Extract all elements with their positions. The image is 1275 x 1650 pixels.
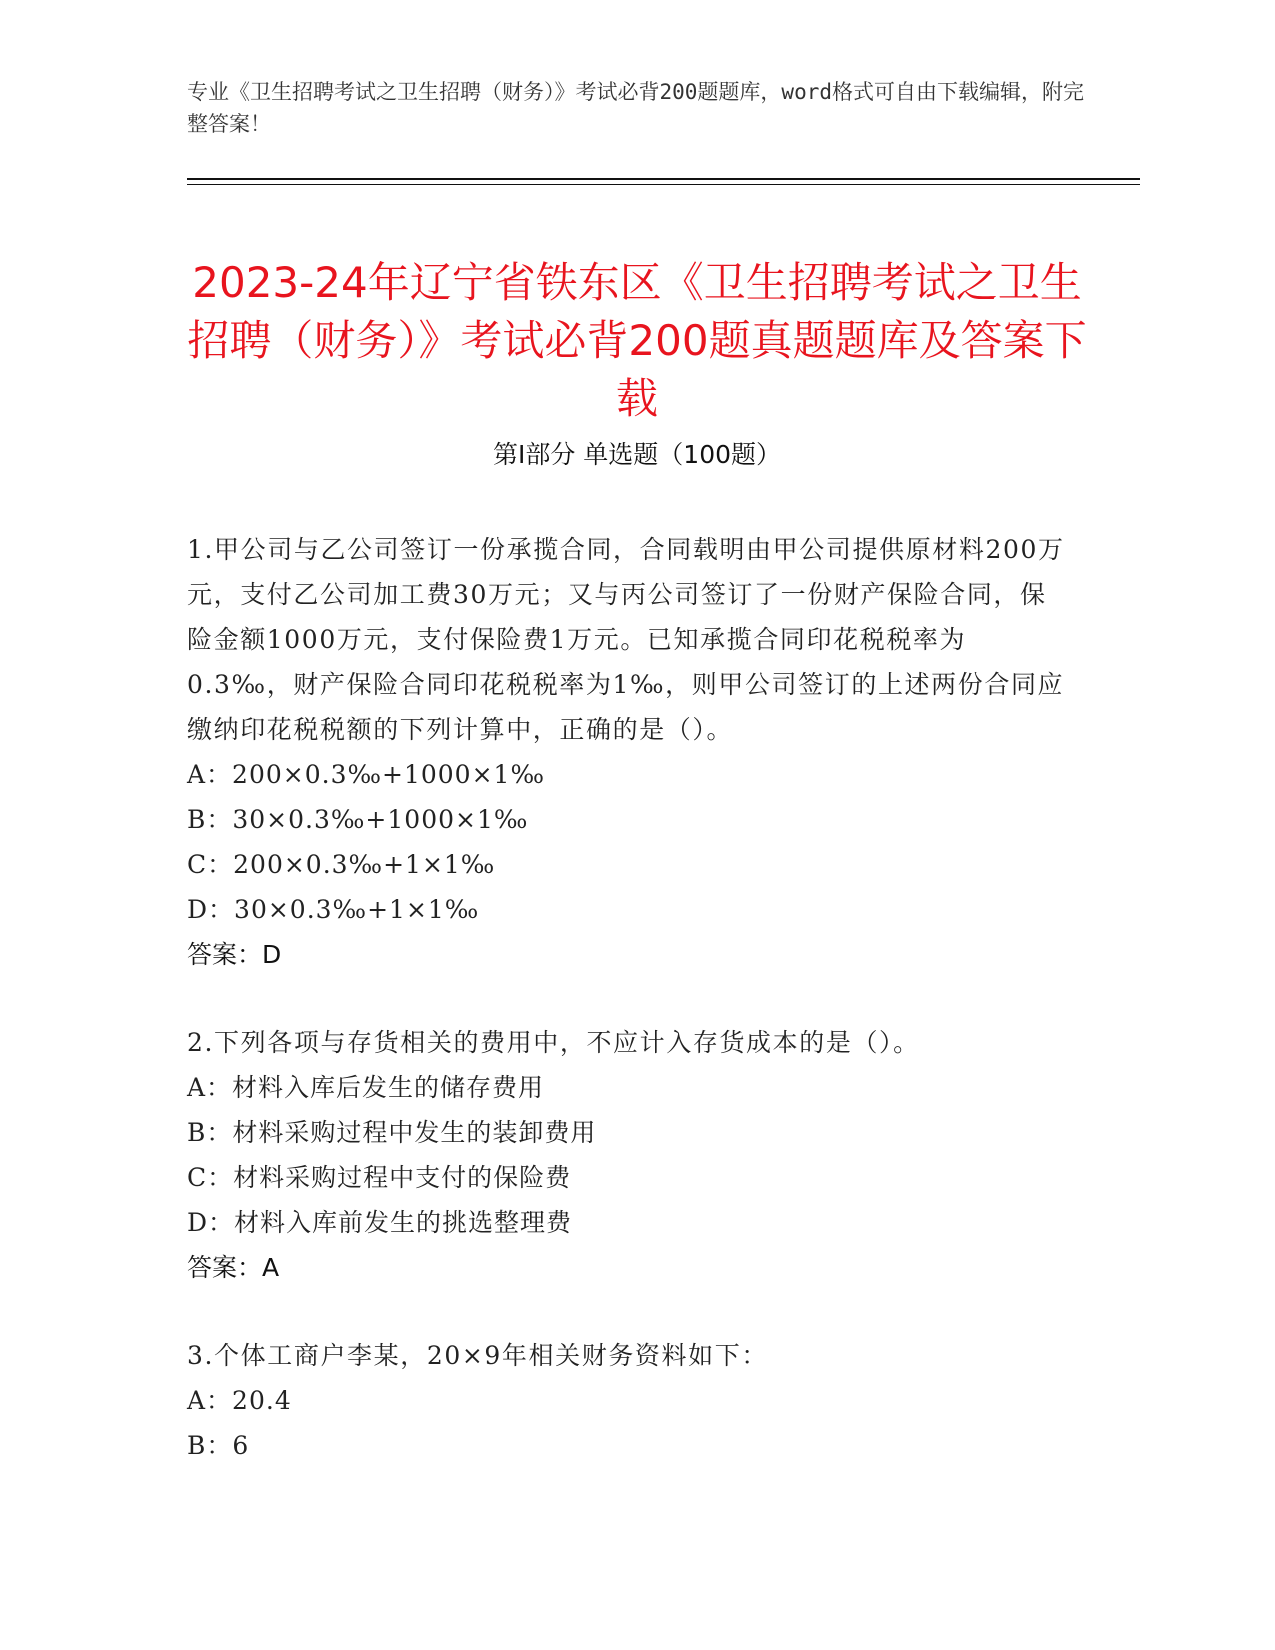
question-1 bbox=[187, 527, 1067, 977]
document-title: 2023-24年辽宁省铁东区《卫生招聘考试之卫生招聘（财务）》考试必背200题真题题库及答案下载 bbox=[187, 258, 1087, 424]
question-list bbox=[187, 527, 1067, 1511]
question-stem: 3.个体工商户李某，20×9年相关财务资料如下： bbox=[187, 1341, 768, 1370]
header-note: 专业《卫生招聘考试之卫生招聘（财务）》考试必背200题题库，word格式可自由下载编辑，附完整答案！ bbox=[187, 80, 1084, 136]
option-a: A：200×0.3‰+1000×1‰ bbox=[187, 760, 545, 789]
answer: 答案：A bbox=[187, 1253, 280, 1282]
header-divider-thin bbox=[187, 184, 1140, 185]
header-divider-thick bbox=[187, 178, 1140, 180]
option-d: D：材料入库前发生的挑选整理费 bbox=[187, 1208, 573, 1237]
option-a: A：20.4 bbox=[187, 1386, 292, 1415]
section-heading: 第Ⅰ部分 单选题（100题） bbox=[492, 440, 782, 469]
option-d: D：30×0.3‰+1×1‰ bbox=[187, 895, 480, 924]
option-a: A：材料入库后发生的储存费用 bbox=[187, 1073, 545, 1102]
answer: 答案：D bbox=[187, 940, 282, 969]
option-c: C：材料采购过程中支付的保险费 bbox=[187, 1163, 572, 1192]
option-b: B：材料采购过程中发生的装卸费用 bbox=[187, 1118, 597, 1147]
option-b: B：6 bbox=[187, 1431, 250, 1460]
option-c: C：200×0.3‰+1×1‰ bbox=[187, 850, 496, 879]
question-stem: 2.下列各项与存货相关的费用中，不应计入存货成本的是（）。 bbox=[187, 1028, 920, 1057]
question-stem: 1.甲公司与乙公司签订一份承揽合同，合同载明由甲公司提供原材料200万元，支付乙公司加工费30万元；又与丙公司签订了一份财产保险合同，保险金额1000万元，支付保险费1万元。已知承揽合同印花税税率为0.3‰，财产保险合同印花税税率为1‰，则甲公司签订的上述两份合同应缴纳印花税税额的下列计算中，正确的是（）。 bbox=[187, 535, 1065, 744]
option-b: B：30×0.3‰+1000×1‰ bbox=[187, 805, 529, 834]
question-2 bbox=[187, 1020, 1067, 1290]
question-3 bbox=[187, 1333, 1067, 1468]
